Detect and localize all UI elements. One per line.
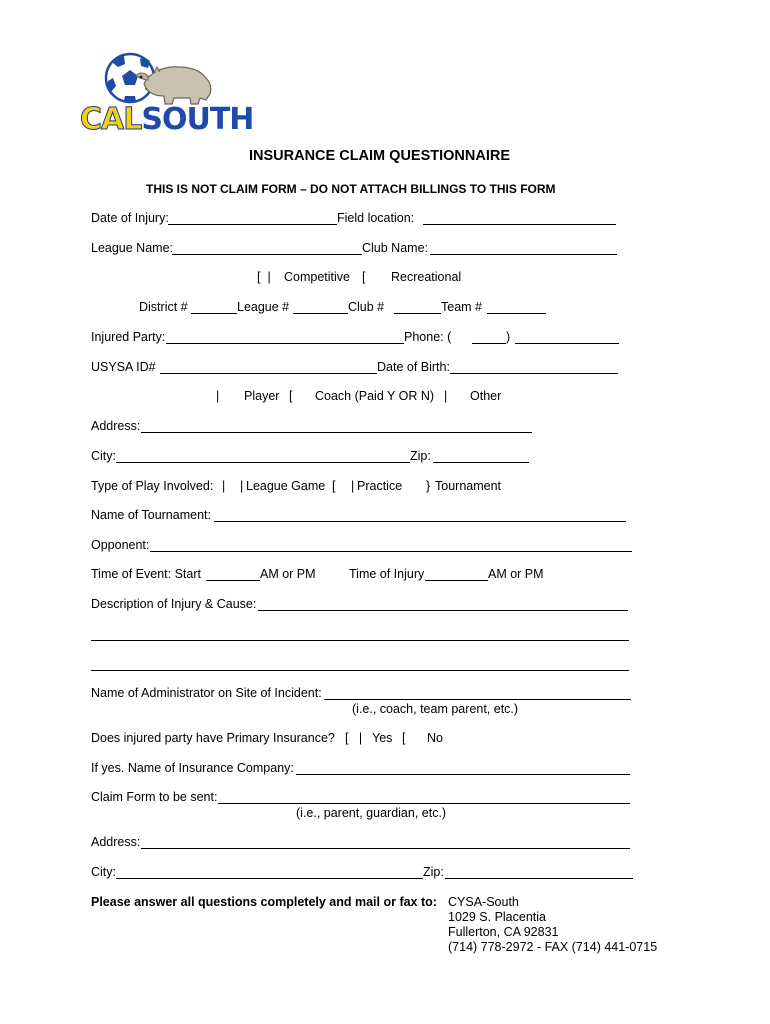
club-number-field[interactable] xyxy=(394,313,441,314)
mailing-address-line: Fullerton, CA 92831 xyxy=(448,925,559,939)
practice-label: Practice xyxy=(357,479,403,493)
address-field[interactable] xyxy=(141,432,532,433)
competitive-checkbox[interactable] xyxy=(257,270,271,284)
tournament-checkbox[interactable]: } xyxy=(426,479,431,493)
zip-label: Zip: xyxy=(410,449,431,463)
phone-label: Phone: ( xyxy=(404,330,452,344)
checkbox-open-bracket: [ xyxy=(345,731,349,745)
field-location-field[interactable] xyxy=(423,224,616,225)
recreational-label: Recreational xyxy=(391,270,462,284)
zip-field[interactable] xyxy=(433,462,529,463)
time-of-event-am-pm: AM or PM xyxy=(260,567,316,581)
city-label: City: xyxy=(91,449,116,463)
mailing-address-line: CYSA-South xyxy=(448,895,519,909)
tournament-label: Tournament xyxy=(435,479,502,493)
checkbox-close-bar: | xyxy=(358,731,363,745)
primary-insurance-label: Does injured party have Primary Insurance? xyxy=(91,731,335,745)
mail-instruction xyxy=(91,895,437,909)
claim-form-hint: (i.e., parent, guardian, etc.) xyxy=(296,806,447,820)
league-number-field[interactable] xyxy=(293,313,348,314)
coach-label: Coach (Paid Y OR N) xyxy=(315,389,435,403)
practice-checkbox[interactable]: | xyxy=(351,479,355,493)
team-number-field[interactable] xyxy=(487,313,546,314)
other-checkbox[interactable]: | xyxy=(444,389,448,403)
league-number-label: League # xyxy=(237,300,290,314)
insurance-company-field[interactable] xyxy=(296,774,630,775)
league-game-checkbox[interactable]: | xyxy=(240,479,244,493)
description-line-2[interactable] xyxy=(91,640,629,641)
administrator-label: Name of Administrator on Site of Incident: xyxy=(91,686,322,700)
date-of-birth-label: Date of Birth: xyxy=(377,360,450,374)
page-subtitle: THIS IS NOT CLAIM FORM – DO NOT ATTACH BILLINGS TO THIS FORM xyxy=(146,182,556,196)
district-label: District # xyxy=(139,300,188,314)
claim-form-sent-label: Claim Form to be sent: xyxy=(91,790,218,804)
mail-address-label: Address: xyxy=(91,835,141,849)
league-name-field[interactable] xyxy=(172,254,362,255)
mail-city-label: City: xyxy=(91,865,116,879)
usysa-id-field[interactable] xyxy=(160,373,377,374)
calsouth-logo xyxy=(78,48,254,143)
logo-cal-text: CAL xyxy=(80,102,142,137)
description-label: Description of Injury & Cause: xyxy=(91,597,257,611)
administrator-hint: (i.e., coach, team parent, etc.) xyxy=(352,702,519,716)
league-name-label: League Name: xyxy=(91,241,174,255)
type-of-play-bar: | xyxy=(222,479,226,493)
coach-checkbox[interactable]: [ xyxy=(289,389,293,403)
insurance-yes-checkbox[interactable] xyxy=(345,731,362,745)
phone-area-code-field[interactable] xyxy=(472,343,506,344)
injured-party-label: Injured Party: xyxy=(91,330,166,344)
mailing-address-line: 1029 S. Placentia xyxy=(448,910,546,924)
city-field[interactable] xyxy=(116,462,410,463)
time-of-event-field[interactable] xyxy=(206,580,260,581)
name-of-tournament-field[interactable] xyxy=(214,521,626,522)
club-number-label: Club # xyxy=(348,300,385,314)
claim-form-sent-field[interactable] xyxy=(218,803,630,804)
player-label: Player xyxy=(244,389,280,403)
time-of-injury-label: Time of Injury xyxy=(349,567,425,581)
mail-instruction-colon: : xyxy=(432,895,437,909)
player-checkbox[interactable]: | xyxy=(216,389,220,403)
name-of-tournament-label: Name of Tournament: xyxy=(91,508,211,522)
logo-wordmark xyxy=(80,104,253,136)
practice-checkbox-open[interactable]: [ xyxy=(332,479,336,493)
mail-instruction-text: Please answer all questions completely and mail or fax to xyxy=(91,895,433,909)
mail-zip-field[interactable] xyxy=(445,878,633,879)
injured-party-field[interactable] xyxy=(166,343,404,344)
field-location-label: Field location: xyxy=(337,211,415,225)
recreational-checkbox[interactable]: [ xyxy=(362,270,366,284)
phone-close-paren: ) xyxy=(506,330,511,344)
club-name-field[interactable] xyxy=(430,254,617,255)
league-game-label: League Game xyxy=(246,479,326,493)
club-name-label: Club Name: xyxy=(362,241,428,255)
address-label: Address: xyxy=(91,419,141,433)
mail-zip-label: Zip: xyxy=(423,865,444,879)
administrator-field[interactable] xyxy=(324,699,631,700)
description-line-3[interactable] xyxy=(91,670,629,671)
mail-address-field[interactable] xyxy=(141,848,630,849)
other-label: Other xyxy=(470,389,502,403)
competitive-label: Competitive xyxy=(284,270,350,284)
opponent-field[interactable] xyxy=(150,551,632,552)
insurance-no-label: No xyxy=(427,731,443,745)
logo-south-text: SOUTH xyxy=(141,102,254,137)
opponent-label: Opponent: xyxy=(91,538,150,552)
insurance-yes-label: Yes xyxy=(372,731,393,745)
date-of-injury-field[interactable] xyxy=(168,224,337,225)
phone-number-field[interactable] xyxy=(515,343,619,344)
mailing-address-line: (714) 778-2972 - FAX (714) 441-0715 xyxy=(448,940,658,954)
mailing-address-block xyxy=(448,895,657,955)
district-field[interactable] xyxy=(191,313,237,314)
team-number-label: Team # xyxy=(441,300,482,314)
description-field[interactable] xyxy=(258,610,628,611)
page-title: INSURANCE CLAIM QUESTIONNAIRE xyxy=(249,148,511,164)
date-of-birth-field[interactable] xyxy=(450,373,618,374)
type-of-play-label: Type of Play Involved: xyxy=(91,479,214,493)
time-of-event-label: Time of Event: Start xyxy=(91,567,201,581)
date-of-injury-label: Date of Injury: xyxy=(91,211,169,225)
checkbox-open-bracket: [ xyxy=(257,270,261,284)
checkbox-close-bar: | xyxy=(267,270,271,284)
usysa-id-label: USYSA ID# xyxy=(91,360,156,374)
time-of-injury-am-pm: AM or PM xyxy=(488,567,544,581)
mail-city-field[interactable] xyxy=(116,878,423,879)
time-of-injury-field[interactable] xyxy=(425,580,488,581)
insurance-company-label: If yes. Name of Insurance Company: xyxy=(91,761,294,775)
insurance-no-checkbox[interactable]: [ xyxy=(402,731,406,745)
